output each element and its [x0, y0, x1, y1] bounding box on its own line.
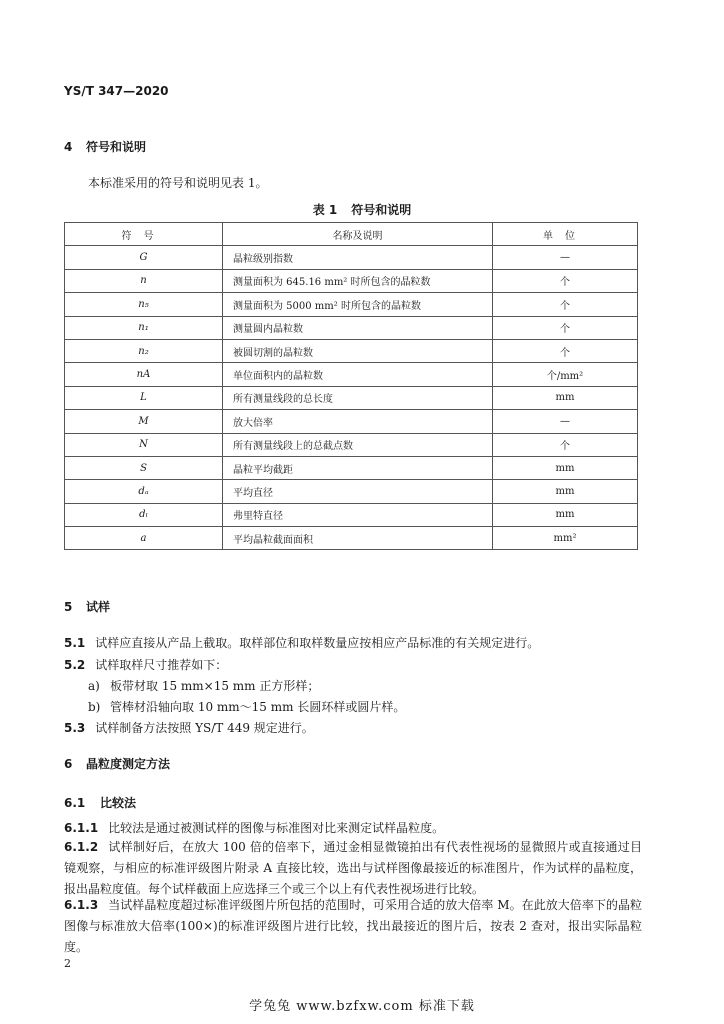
subsection-title: 比较法	[100, 796, 137, 810]
unit-cell: 个/mm²	[493, 363, 638, 386]
description-cell: 单位面积内的晶粒数	[223, 363, 493, 386]
table-row	[65, 246, 638, 269]
list-text: 管棒材沿轴向取 10 mm～15 mm 长圆环样或圆片样。	[110, 700, 406, 714]
section-6-heading	[64, 755, 170, 772]
section-title: 试样	[86, 600, 111, 614]
subsection-6-1-heading	[64, 794, 136, 811]
unit-cell: mm	[493, 480, 638, 503]
list-label: a)	[88, 679, 100, 693]
subsection-number: 6.1	[64, 796, 86, 810]
section-4-intro: 本标准采用的符号和说明见表 1。	[88, 176, 268, 190]
clause-text: 试样应直接从产品上截取。取样部位和取样数量应按相应产品标准的有关规定进行。	[95, 636, 540, 650]
page-number: 2	[64, 957, 71, 970]
unit-cell: mm	[493, 456, 638, 479]
symbol-cell: M	[65, 410, 223, 433]
unit-cell: 个	[493, 339, 638, 362]
table-row	[65, 386, 638, 409]
symbol-cell: dₐ	[65, 480, 223, 503]
clause-text: 比较法是通过被测试样的图像与标准图对比来测定试样晶粒度。	[108, 821, 445, 835]
symbol-cell: n₂	[65, 339, 223, 362]
table-header-row	[65, 223, 638, 246]
header-symbol: 符号	[65, 223, 223, 246]
table-caption	[0, 201, 724, 218]
header-unit: 单位	[493, 223, 638, 246]
table-row	[65, 433, 638, 456]
table-row	[65, 410, 638, 433]
clause-5-2	[64, 656, 227, 673]
clause-6-1-2	[64, 837, 642, 900]
clause-6-1-1	[64, 819, 444, 836]
clause-number: 6.1.1	[64, 821, 99, 835]
symbol-cell: n	[65, 269, 223, 292]
table-title: 符号和说明	[351, 203, 412, 217]
clause-number: 5.2	[64, 658, 86, 672]
description-cell: 测量面积为 645.16 mm² 时所包含的晶粒数	[223, 269, 493, 292]
description-cell: 晶粒平均截距	[223, 456, 493, 479]
section-number: 4	[64, 140, 73, 154]
table-row	[65, 269, 638, 292]
list-item-b	[88, 698, 405, 715]
unit-cell: 个	[493, 316, 638, 339]
unit-cell: mm	[493, 386, 638, 409]
clause-text: 试样制好后，在放大 100 倍的倍率下，通过金相显微镜拍出有代表性视场的显微照片或直接通过目镜观察，与相应的标准评级图片附录 A 直接比较，选出与试样图像最接近的标准图片，作为试样的晶粒度，报出晶粒度值。每个试样截面上应选择三个或三个以上有代表性视场进行比较。	[64, 840, 642, 896]
symbol-cell: nA	[65, 363, 223, 386]
clause-number: 6.1.3	[64, 898, 99, 912]
description-cell: 所有测量线段的总长度	[223, 386, 493, 409]
section-number: 5	[64, 600, 73, 614]
table-row	[65, 316, 638, 339]
unit-cell: 个	[493, 433, 638, 456]
standard-code: YS/T 347—2020	[64, 84, 169, 98]
clause-number: 6.1.2	[64, 840, 99, 854]
header-name-description: 名称及说明	[223, 223, 493, 246]
table-row	[65, 339, 638, 362]
description-cell: 测量面积为 5000 mm² 时所包含的晶粒数	[223, 293, 493, 316]
clause-5-3	[64, 719, 314, 736]
list-item-a	[88, 677, 319, 694]
description-cell: 所有测量线段上的总截点数	[223, 433, 493, 456]
symbol-cell: S	[65, 456, 223, 479]
list-text: 板带材取 15 mm×15 mm 正方形样；	[110, 679, 320, 693]
section-4-heading	[64, 138, 146, 155]
table-row	[65, 293, 638, 316]
table-row	[65, 363, 638, 386]
symbol-cell: N	[65, 433, 223, 456]
unit-cell: —	[493, 410, 638, 433]
clause-5-1	[64, 634, 539, 651]
symbol-cell: a	[65, 527, 223, 550]
unit-cell: 个	[493, 269, 638, 292]
symbol-cell: L	[65, 386, 223, 409]
description-cell: 平均直径	[223, 480, 493, 503]
description-cell: 放大倍率	[223, 410, 493, 433]
symbol-cell: n₅	[65, 293, 223, 316]
unit-cell: 个	[493, 293, 638, 316]
section-title: 晶粒度测定方法	[86, 757, 171, 771]
clause-text: 试样制备方法按照 YS/T 449 规定进行。	[95, 721, 314, 735]
clause-text: 当试样晶粒度超过标准评级图片所包括的范围时，可采用合适的放大倍率 M。在此放大倍率下的晶粒图像与标准放大倍率(100×)的标准评级图片进行比较，找出最接近的图片后，按表 2 查对，报出实际晶粒度。	[64, 898, 642, 954]
clause-6-1-3	[64, 895, 642, 958]
description-cell: 被圆切割的晶粒数	[223, 339, 493, 362]
description-cell: 晶粒级别指数	[223, 246, 493, 269]
symbol-cell: dₗ	[65, 503, 223, 526]
table-row	[65, 503, 638, 526]
table-row	[65, 480, 638, 503]
table-label: 表 1	[312, 203, 338, 217]
symbol-cell: n₁	[65, 316, 223, 339]
section-5-heading	[64, 598, 110, 615]
clause-number: 5.1	[64, 636, 86, 650]
description-cell: 弗里特直径	[223, 503, 493, 526]
symbol-cell: G	[65, 246, 223, 269]
clause-text: 试样取样尺寸推荐如下：	[95, 658, 228, 672]
unit-cell: mm²	[493, 527, 638, 550]
table-row	[65, 527, 638, 550]
table-row	[65, 456, 638, 479]
footer-watermark: 学兔兔 www.bzfxw.com 标准下载	[249, 999, 475, 1014]
description-cell: 测量圆内晶粒数	[223, 316, 493, 339]
section-number: 6	[64, 757, 73, 771]
unit-cell: mm	[493, 503, 638, 526]
description-cell: 平均晶粒截面面积	[223, 527, 493, 550]
list-label: b)	[88, 700, 101, 714]
section-title: 符号和说明	[86, 140, 147, 154]
clause-number: 5.3	[64, 721, 86, 735]
symbols-table	[64, 222, 638, 550]
unit-cell: —	[493, 246, 638, 269]
